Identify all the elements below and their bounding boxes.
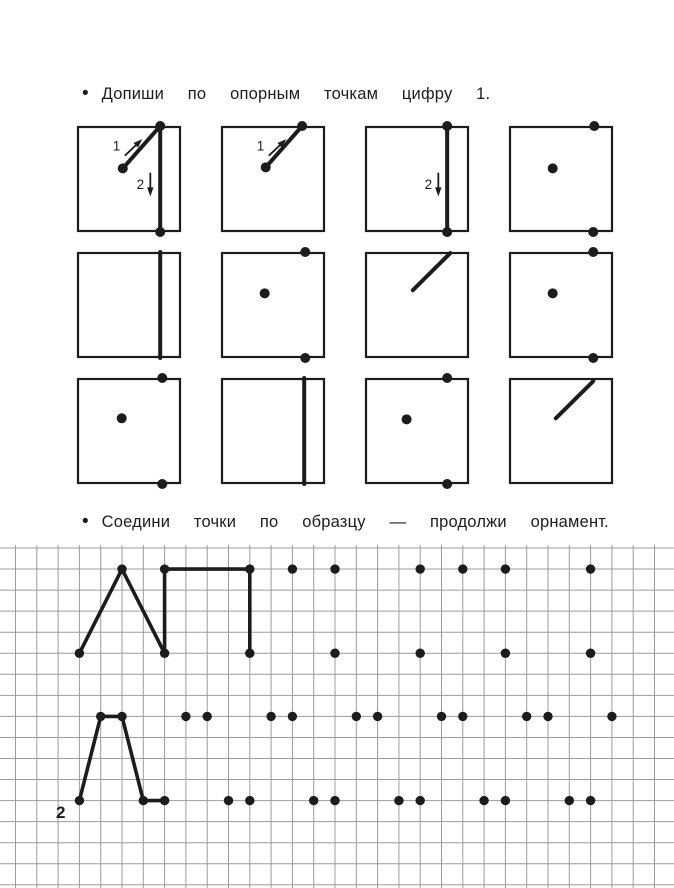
reference-dot: [117, 413, 127, 423]
ornament-dot: [394, 796, 403, 805]
square-border: [78, 127, 180, 231]
ornament-dot: [160, 564, 169, 573]
square-border: [78, 253, 180, 357]
reference-dot: [297, 121, 307, 131]
square-border: [510, 127, 612, 231]
square-border: [78, 379, 180, 483]
ornament-dot: [224, 796, 233, 805]
ornament-squared-paper: [0, 545, 674, 888]
ornament-dot: [416, 796, 425, 805]
ornament-dot: [266, 712, 275, 721]
ornament-dot: [586, 564, 595, 573]
reference-dot: [155, 121, 165, 131]
ornament-dot: [501, 796, 510, 805]
square-border: [222, 379, 324, 483]
practice-square-8-dots-only: [509, 252, 613, 358]
ornament-dot: [565, 796, 574, 805]
ornament-dot: [458, 712, 467, 721]
arrowhead-icon: [147, 187, 153, 196]
ornament-dot: [586, 796, 595, 805]
stroke-order-number: 1: [256, 138, 265, 154]
practice-square-7-diagonal-trace: [365, 252, 469, 358]
ornament-dot: [160, 796, 169, 805]
reference-dot: [548, 288, 558, 298]
square-border: [366, 379, 468, 483]
ornament-dot: [75, 796, 84, 805]
ornament-dot: [75, 649, 84, 658]
page-number: 2: [56, 803, 66, 822]
stroke-order-number: 2: [424, 176, 433, 192]
bullet-icon: •: [82, 511, 89, 532]
ornament-dot: [160, 649, 169, 658]
square-border: [366, 127, 468, 231]
ornament-dot: [245, 649, 254, 658]
reference-dot: [155, 227, 165, 237]
ornament-dot: [181, 712, 190, 721]
ornament-dot: [416, 649, 425, 658]
ornament-dot: [522, 712, 531, 721]
practice-square-4-dots-only: [509, 126, 613, 232]
practice-square-9-dots-only: [77, 378, 181, 484]
reference-dot: [157, 479, 167, 489]
ornament-dot: [203, 712, 212, 721]
digit-stroke-line: [556, 381, 593, 418]
reference-dot: [442, 121, 452, 131]
digit-stroke-line: [123, 126, 160, 168]
practice-square-5-vertical-trace: [77, 252, 181, 358]
ornament-dot: [479, 796, 488, 805]
square-border: [510, 379, 612, 483]
ornament-dot: [586, 649, 595, 658]
reference-dot: [402, 414, 412, 424]
task2-text: Соедини точки по образцу — продолжи орнамент.: [101, 513, 609, 531]
practice-square-1-full-example: [77, 126, 181, 232]
square-border: [366, 253, 468, 357]
ornament-dot: [607, 712, 616, 721]
square-border: [222, 253, 324, 357]
square-border: [510, 253, 612, 357]
reference-dot: [157, 373, 167, 383]
reference-dot: [442, 373, 452, 383]
reference-dot: [118, 163, 128, 173]
digit-practice-squares: [77, 126, 613, 484]
ornament-dot: [373, 712, 382, 721]
practice-square-2-stroke1-only: [221, 126, 325, 232]
ornament-dot: [96, 712, 105, 721]
task1-instruction: [82, 84, 490, 104]
ornament-dot: [330, 649, 339, 658]
reference-dot: [548, 163, 558, 173]
ornament-dot: [288, 712, 297, 721]
ornament-dot: [330, 796, 339, 805]
digit-stroke-line: [266, 126, 302, 167]
stroke-order-number: 1: [112, 138, 121, 154]
reference-dot: [588, 227, 598, 237]
arrowhead-icon: [435, 187, 441, 196]
ornament-dot: [458, 564, 467, 573]
ornament-dot: [245, 796, 254, 805]
ornament-dot: [352, 712, 361, 721]
ornament-dot: [139, 796, 148, 805]
practice-square-6-dots-only: [221, 252, 325, 358]
ornament-dot: [330, 564, 339, 573]
ornament-dot: [543, 712, 552, 721]
reference-dot: [300, 353, 310, 363]
ornament-dot: [245, 564, 254, 573]
reference-dot: [442, 479, 452, 489]
ornament-dot: [117, 712, 126, 721]
reference-dot: [261, 162, 271, 172]
practice-square-11-dots-only: [365, 378, 469, 484]
bullet-icon: •: [82, 83, 89, 104]
reference-dot: [588, 247, 598, 257]
ornament-dot: [501, 649, 510, 658]
practice-square-10-vertical-trace: [221, 378, 325, 484]
reference-dot: [588, 353, 598, 363]
stroke-order-number: 2: [136, 176, 145, 192]
reference-dot: [260, 288, 270, 298]
digit-stroke-line: [413, 253, 450, 290]
task2-instruction: [82, 512, 609, 532]
practice-square-12-diagonal-trace: [509, 378, 613, 484]
ornament-dot: [309, 796, 318, 805]
square-border: [222, 127, 324, 231]
ornament-dot: [437, 712, 446, 721]
reference-dot: [442, 227, 452, 237]
ornament-dot: [416, 564, 425, 573]
practice-square-3-stroke2-only: [365, 126, 469, 232]
task1-text: Допиши по опорным точкам цифру 1.: [101, 85, 491, 103]
reference-dot: [300, 247, 310, 257]
reference-dot: [589, 121, 599, 131]
ornament-dot: [501, 564, 510, 573]
ornament-dot: [117, 564, 126, 573]
ornament-dot: [288, 564, 297, 573]
